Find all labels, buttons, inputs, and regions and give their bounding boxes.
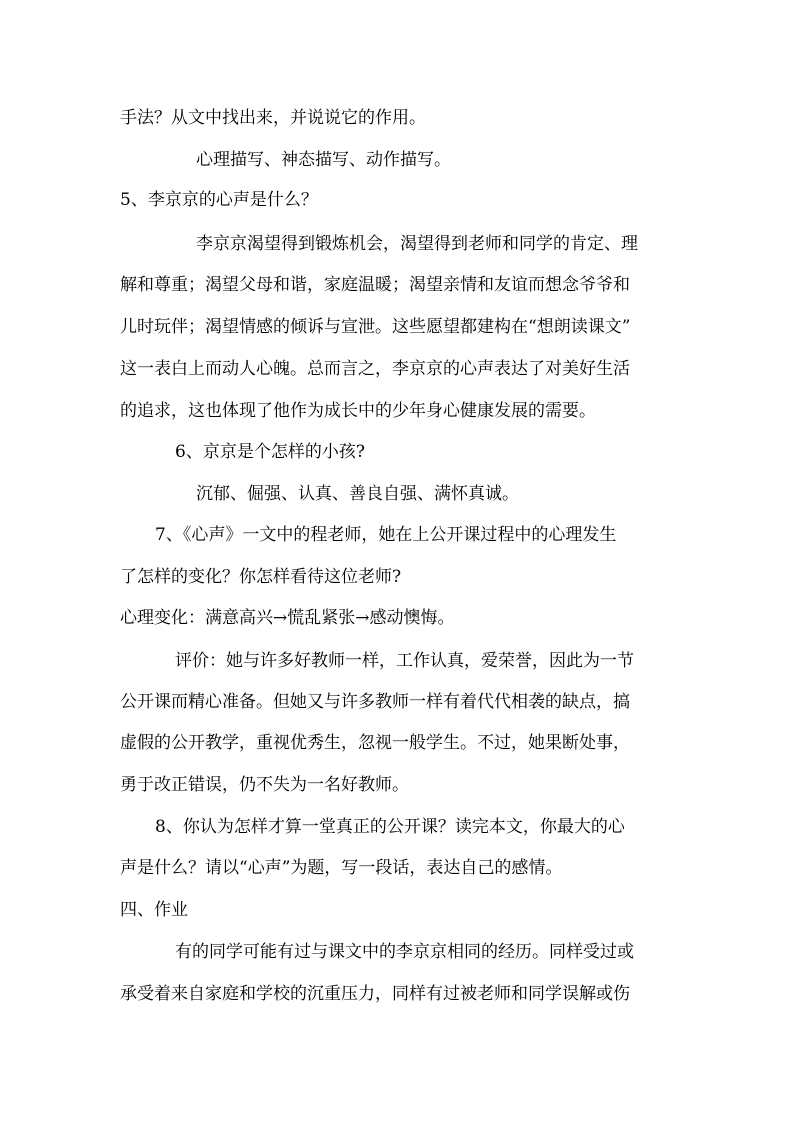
answer-5-line-1: 李京京渴望得到锻炼机会，渴望得到老师和同学的肯定、理	[196, 234, 638, 254]
question-7-line-2: 了怎样的变化？你怎样看待这位老师?	[120, 567, 402, 587]
question-8-line-2: 声是什么？请以“心声”为题，写一段话，表达自己的感情。	[120, 858, 563, 878]
answer-line-4: 心理描写、神态描写、动作描写。	[196, 150, 451, 170]
section-heading-homework: 四、作业	[120, 900, 188, 920]
answer-5-line-4: 这一表白上而动人心魄。总而言之，李京京的心声表达了对美好生活	[120, 359, 630, 379]
answer-7-eval-line-1: 评价：她与许多好教师一样，工作认真，爱荣誉，因此为一节	[175, 651, 634, 671]
question-5: 5、李京京的心声是什么？	[120, 190, 318, 210]
answer-5-line-3: 儿时玩伴；渴望情感的倾诉与宣泄。这些愿望都建构在“想朗读课文”	[120, 317, 631, 337]
answer-5-line-5: 的追求，这也体现了他作为成长中的少年身心健康发展的需要。	[120, 401, 596, 421]
answer-7-eval-line-3: 虚假的公开教学，重视优秀生，忽视一般学生。不过，她果断处事，	[120, 733, 630, 753]
answer-6: 沉郁、倔强、认真、善良自强、满怀真诚。	[196, 484, 519, 504]
homework-line-1: 有的同学可能有过与课文中的李京京相同的经历。同样受过或	[175, 942, 634, 962]
question-6: 6、京京是个怎样的小孩?	[175, 442, 365, 462]
homework-line-2: 承受着来自家庭和学校的沉重压力，同样有过被老师和同学误解或伤	[120, 984, 630, 1004]
question-7-line-1: 7、《心声》一文中的程老师，她在上公开课过程中的心理发生	[155, 525, 617, 545]
answer-5-line-2: 解和尊重；渴望父母和谐，家庭温暖；渴望亲情和友谊而想念爷爷和	[120, 275, 630, 295]
text-line-1: 手法？从文中找出来，并说说它的作用。	[120, 108, 426, 128]
answer-7-eval-line-4: 勇于改正错误，仍不失为一名好教师。	[120, 775, 409, 795]
question-8-line-1: 8、你认为怎样才算一堂真正的公开课？读完本文，你最大的心	[155, 817, 625, 837]
answer-7-eval-line-2: 公开课而精心准备。但她又与许多教师一样有着代代相袭的缺点，搞	[120, 692, 630, 712]
answer-7-change: 心理变化：满意高兴→慌乱紧张→感动懊悔。	[120, 608, 455, 628]
